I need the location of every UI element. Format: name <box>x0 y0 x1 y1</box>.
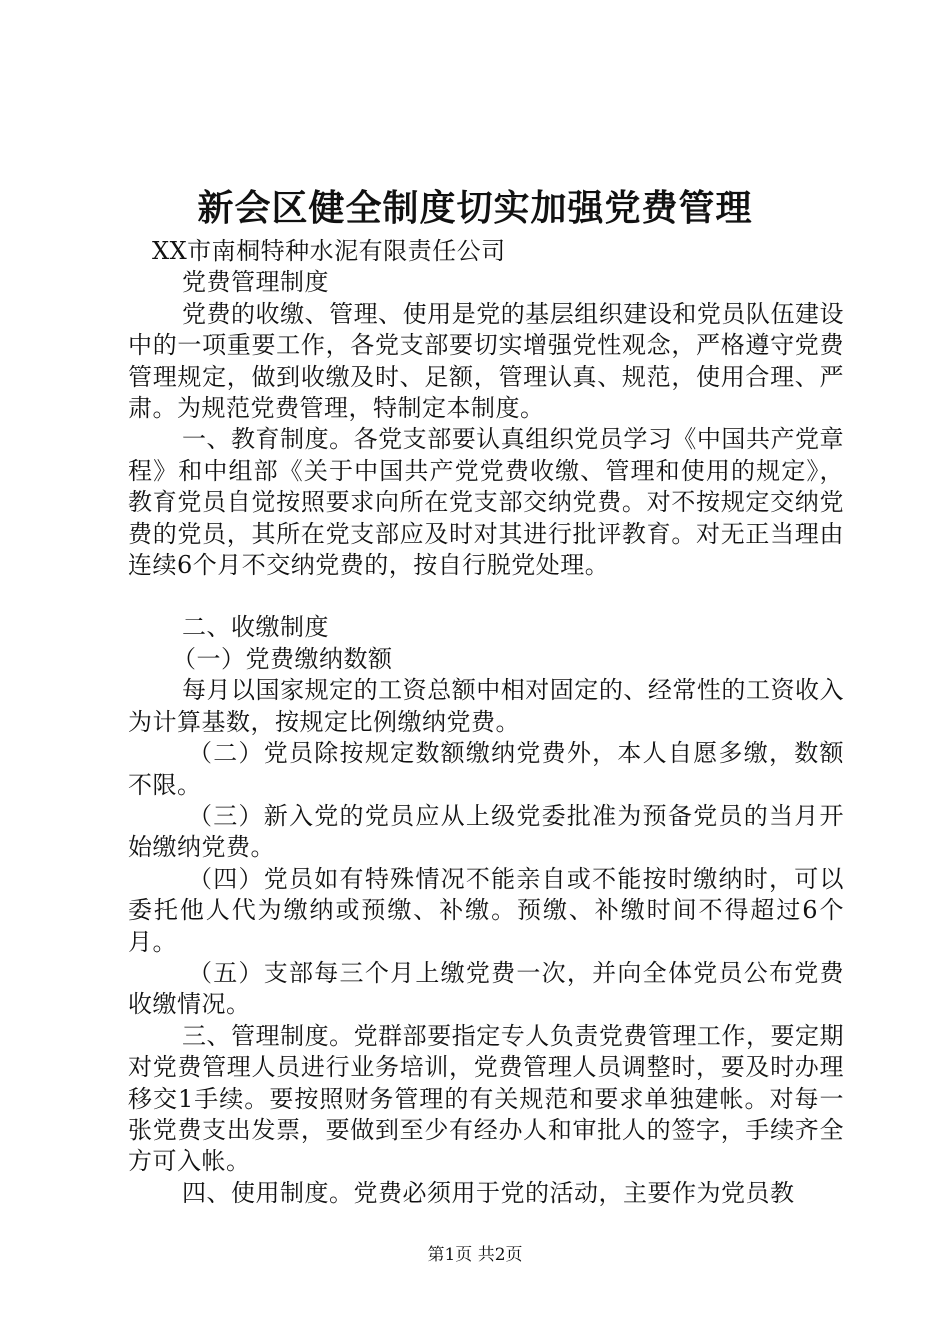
collection-paragraph: （四）党员如有特殊情况不能亲自或不能按时缴纳时，可以委托他人代为缴纳或预缴、补缴。预缴、补缴时间不得超过6个月。 <box>128 864 844 956</box>
paragraph-gap <box>128 581 844 612</box>
collection-paragraph: （三）新入党的党员应从上级党委批准为预备党员的当月开始缴纳党费。 <box>128 801 844 862</box>
collection-paragraph: （二）党员除按规定数额缴纳党费外，本人自愿多缴，数额不限。 <box>128 739 844 799</box>
collection-paragraph: （五）支部每三个月上缴党费一次，并向全体党员公布党费收缴情况。 <box>128 958 844 1019</box>
document-body <box>128 236 844 1209</box>
page-number-footer: 第1页 共2页 <box>427 1245 523 1265</box>
education-paragraph: 一、教育制度。各党支部要认真组织党员学习《中国共产党章程》和中组部《关于中国共产党党费收缴、管理和使用的规定》，教育党员自觉按照要求向所在党支部交纳党费。对不按规定交纳党费的党员，其所在党支部应及时对其进行批评教育。对无正当理由连续6个月不交纳党费的，按自行脱党处理。 <box>128 425 844 580</box>
document-title: 新会区健全制度切实加强党费管理 <box>197 187 753 229</box>
management-paragraph: 三、管理制度。党群部要指定专人负责党费管理工作，要定期对党费管理人员进行业务培训，党费管理人员调整时，要及时办理移交1手续。要按照财务管理的有关规范和要求单独建帐。对每一张党费支出发票，要做到至少有经办人和审批人的签字，手续齐全方可入帐。 <box>128 1021 844 1176</box>
usage-paragraph: 四、使用制度。党费必须用于党的活动，主要作为党员教 <box>182 1178 795 1207</box>
company-name: XX市南桐特种水泥有限责任公司 <box>152 237 506 265</box>
section-heading: 党费管理制度 <box>182 268 329 297</box>
collection-paragraph: 每月以国家规定的工资总额中相对固定的、经常性的工资收入为计算基数，按规定比例缴纳党费。 <box>128 676 844 736</box>
collection-heading: 二、收缴制度 <box>182 613 329 642</box>
subsection-heading: （一）党费缴纳数额 <box>172 644 393 673</box>
intro-paragraph: 党费的收缴、管理、使用是党的基层组织建设和党员队伍建设中的一项重要工作，各党支部要切实增强党性观念，严格遵守党费管理规定，做到收缴及时、足额，管理认真、规范，使用合理、严肃。为规范党费管理，特制定本制度。 <box>128 299 844 423</box>
